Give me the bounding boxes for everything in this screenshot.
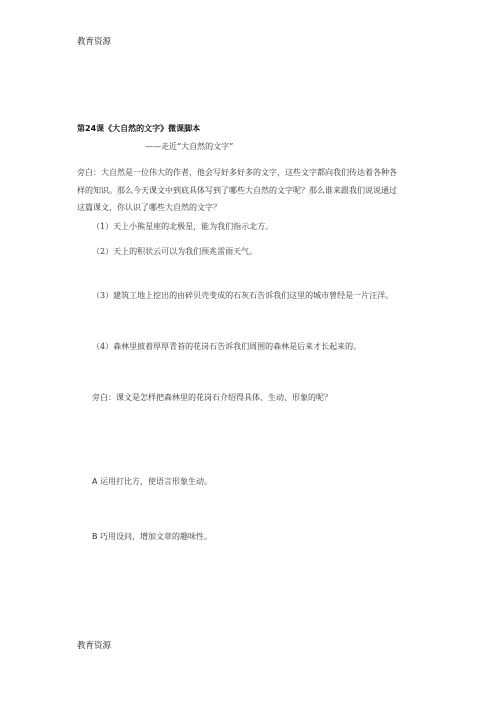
answer-a: A 运用打比方，使语言形象生动。 — [92, 477, 213, 486]
list-item: （1）天上小熊星座的北极星，能为我们指示北方。 — [92, 222, 274, 231]
question: 旁白：课文是怎样把森林里的花岗石介绍得具体、生动、形象的呢？ — [92, 393, 332, 402]
page-header: 教育资源 — [77, 37, 112, 47]
intro-line-2: 样的知识。那么今天课文中到底具体写到了哪些大自然的文字呢？那么谁来跟我们说说通过 — [77, 186, 397, 195]
page-title: 第24课《大自然的文字》微课脚本 — [77, 124, 201, 133]
page-footer: 教育资源 — [77, 641, 112, 651]
list-item: （2）天上的积状云可以为我们预兆雷雨天气。 — [92, 247, 258, 256]
subtitle: ——走近“大自然的文字” — [145, 142, 234, 151]
intro-line-3: 这篇课文，你认识了哪些大自然的文字？ — [77, 203, 221, 212]
intro-line-1: 旁白：大自然是一位伟大的作者，他会写好多好多的文字，这些文字都向我们传达着各种各 — [77, 168, 397, 177]
answer-b: B 巧用设问，增加文章的趣味性。 — [92, 532, 213, 541]
list-item: （3）建筑工地上挖出的由碎贝壳变成的石灰石告诉我们这里的城市曾经是一片汪洋。 — [92, 291, 394, 300]
list-item: （4）森林里披着厚厚青苔的花岗石告诉我们周围的森林是后来才长起来的。 — [92, 342, 362, 351]
